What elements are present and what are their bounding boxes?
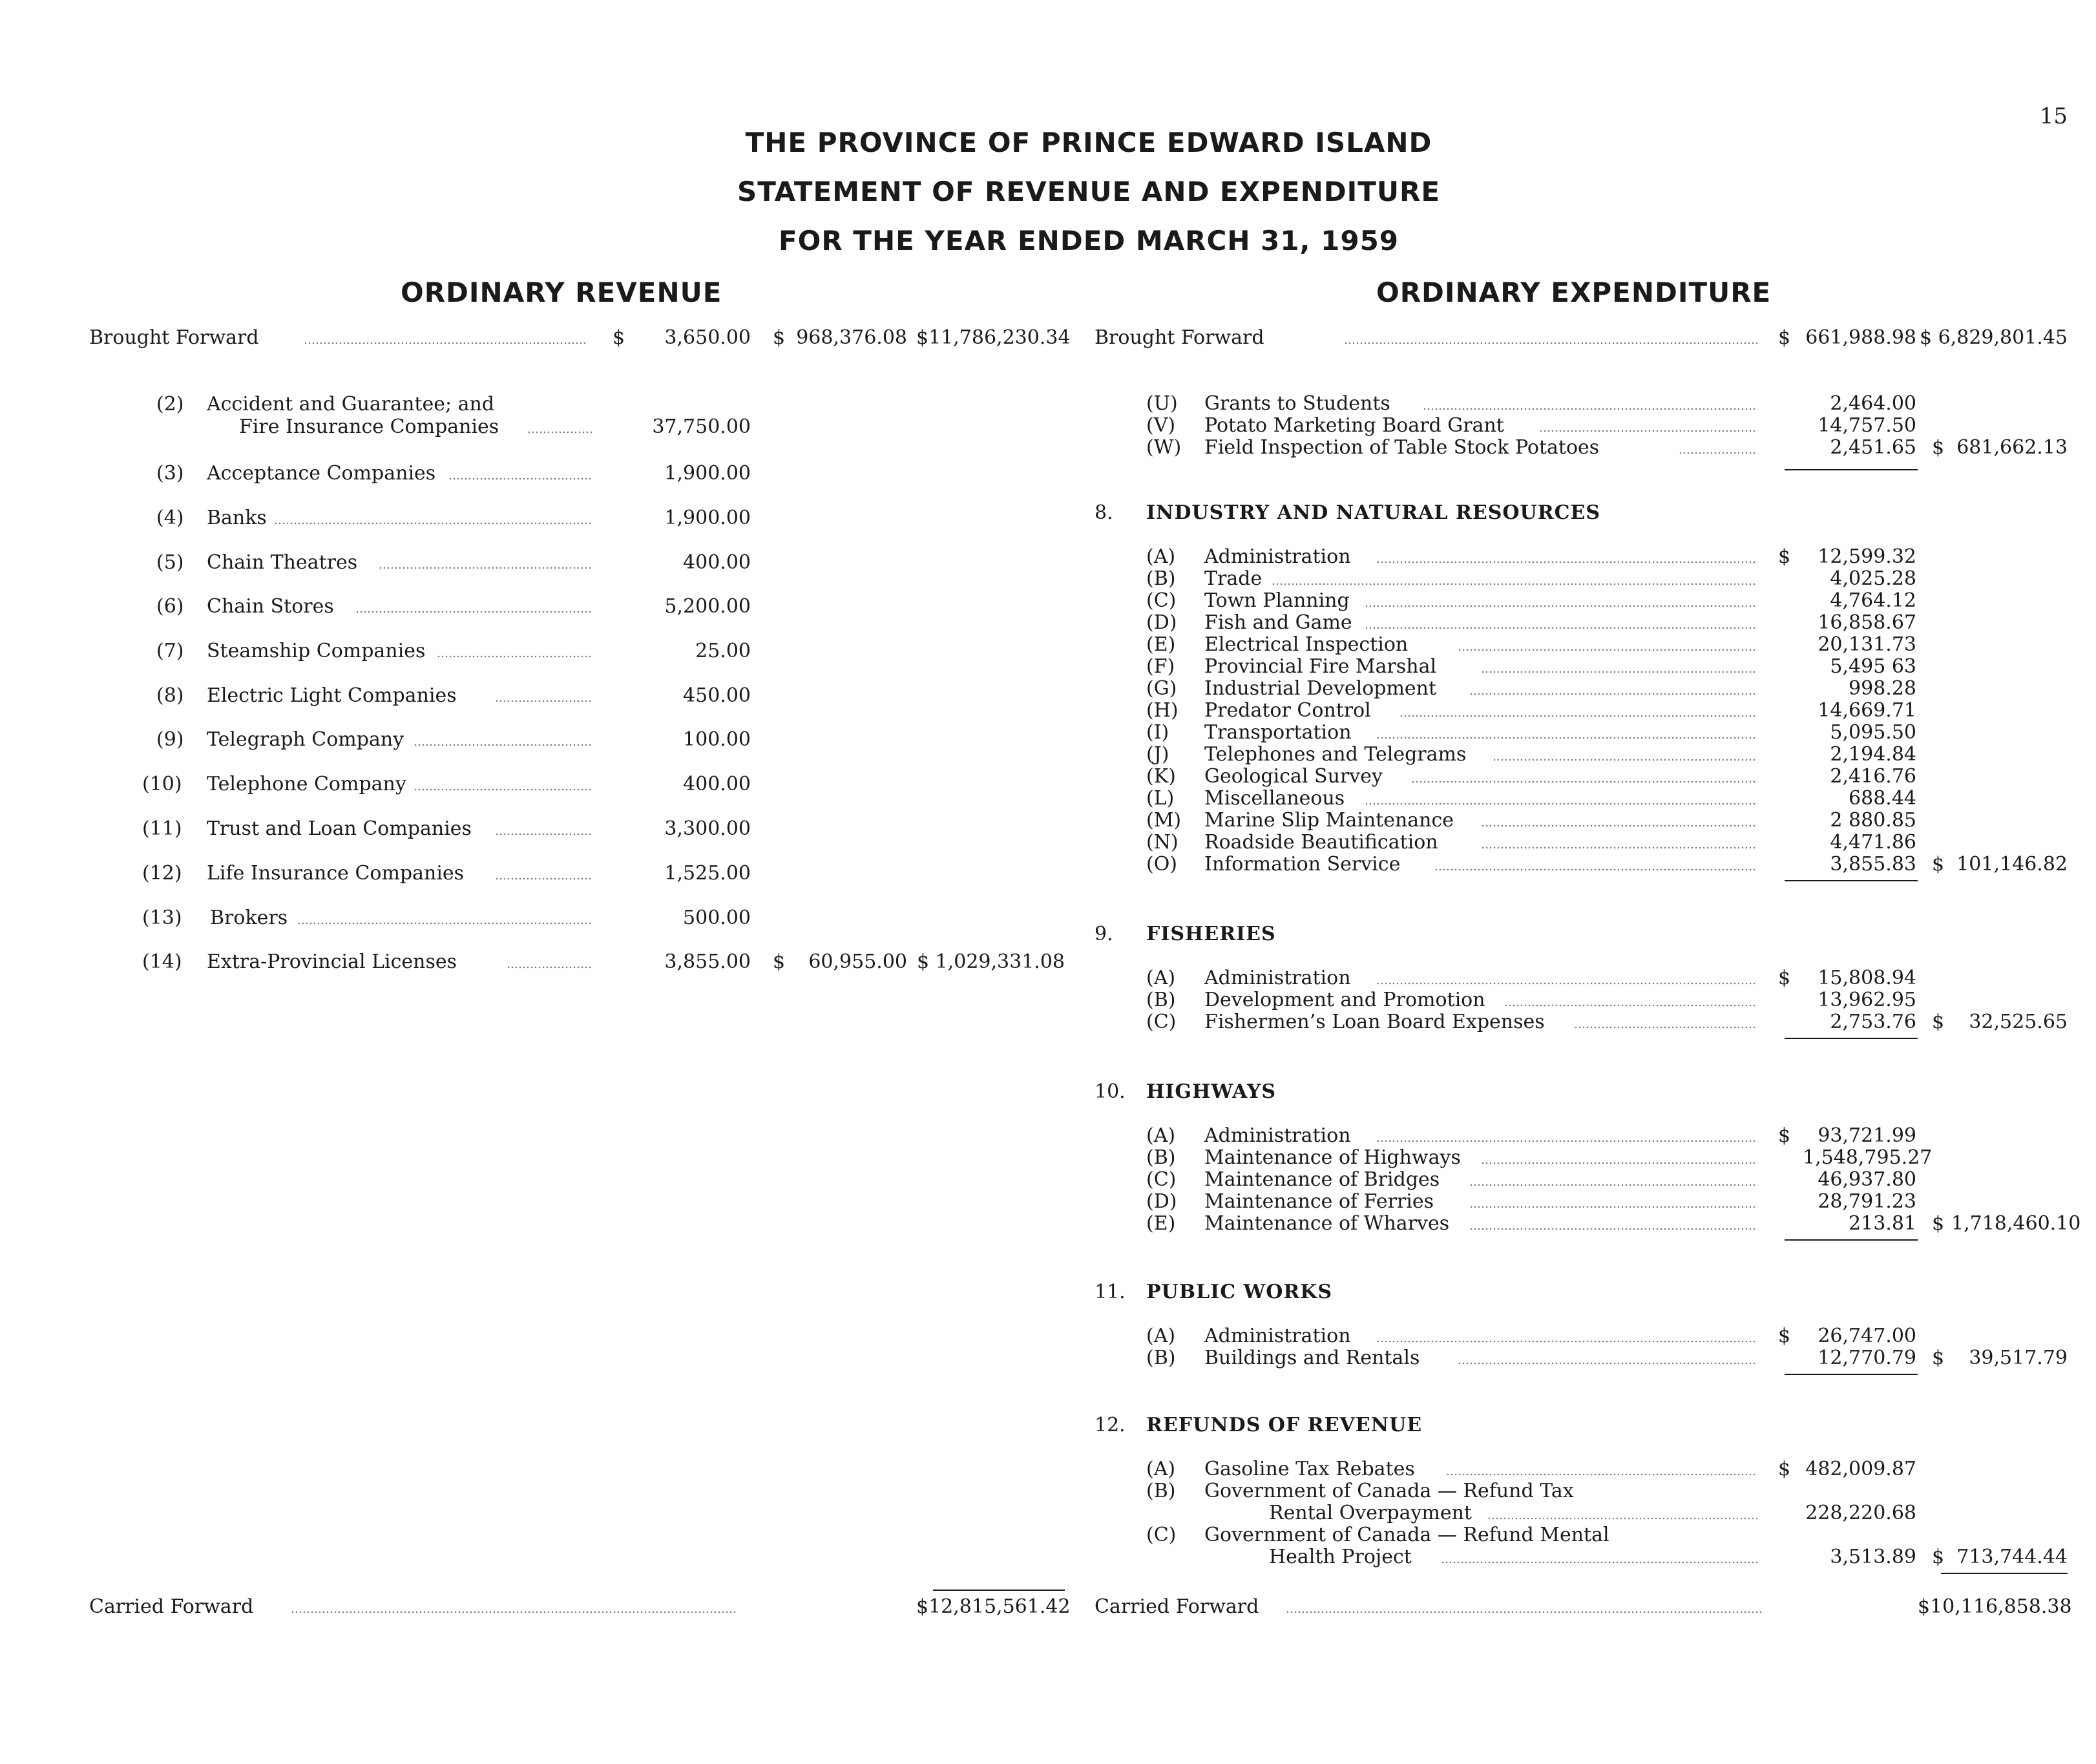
dot-leader (1423, 408, 1757, 410)
section-heading-row (0, 1281, 2096, 1304)
amount-cell: 2,464.00 (1830, 392, 1916, 415)
dot-leader (1376, 1340, 1757, 1343)
amount-cell: 14,669.71 (1818, 699, 1916, 722)
dot-leader (1469, 1206, 1757, 1208)
dot-leader (1481, 824, 1757, 827)
expenditure-line-item (0, 765, 2096, 788)
item-number: (12) (142, 862, 182, 885)
expenditure-line-item (0, 1190, 2096, 1213)
expenditure-line-item (0, 721, 2096, 744)
item-letter: (E) (1146, 633, 1176, 656)
amount-cell: 5,495 63 (1830, 655, 1916, 678)
item-number: (10) (142, 773, 182, 795)
item-label: Provincial Fire Marshal (1204, 655, 1437, 678)
section-number: 12. (1095, 1414, 1126, 1436)
item-letter: (B) (1146, 1146, 1176, 1169)
currency-symbol: $ (1778, 1124, 1791, 1147)
currency-symbol: $ (1778, 1325, 1791, 1347)
dot-leader (1458, 649, 1757, 651)
amount-cell: 1,900.00 (664, 507, 751, 529)
expenditure-line-item (0, 545, 2096, 569)
dot-leader (1539, 430, 1757, 432)
dot-leader (1574, 1026, 1757, 1029)
expenditure-carried-forward-row (0, 1595, 2096, 1619)
item-letter: (M) (1146, 809, 1182, 832)
dot-leader (1286, 1611, 1764, 1613)
dot-leader (1344, 342, 1757, 344)
expenditure-line-item (0, 1524, 2096, 1547)
amount-cell: 2,753.76 (1830, 1011, 1916, 1033)
total-rule (933, 1590, 1065, 1591)
item-label: Industrial Development (1204, 677, 1437, 700)
item-label: Trust and Loan Companies (207, 817, 472, 840)
item-letter: (A) (1146, 1458, 1176, 1480)
item-label: Administration (1204, 967, 1351, 989)
item-label: Chain Theatres (207, 551, 358, 574)
item-letter: (D) (1146, 611, 1177, 634)
item-letter: (C) (1146, 1524, 1177, 1546)
expenditure-line-item (0, 1124, 2096, 1148)
expenditure-line-item (0, 1146, 2096, 1170)
item-letter: (V) (1146, 414, 1176, 437)
item-label: Banks (207, 507, 267, 529)
item-label: Extra-Provincial Licenses (207, 950, 457, 973)
total-cell: 681,662.13 (1956, 436, 2068, 459)
dot-leader (1376, 1140, 1757, 1142)
item-letter: (B) (1146, 1347, 1176, 1369)
item-letter: (H) (1146, 699, 1179, 722)
amount-cell: 2,416.76 (1830, 765, 1916, 788)
dot-leader (448, 478, 593, 480)
item-letter: (W) (1146, 436, 1182, 459)
amount-cell: 26,747.00 (1818, 1325, 1916, 1347)
dot-leader (1411, 781, 1757, 783)
item-label: Chain Stores (207, 595, 334, 618)
item-label: Field Inspection of Table Stock Potatoes (1204, 436, 1600, 459)
amount-cell: 13,962.95 (1818, 989, 1916, 1011)
expenditure-line-item (0, 809, 2096, 832)
item-number: (14) (142, 950, 182, 973)
expenditure-line-item (0, 1347, 2096, 1370)
item-label: Marine Slip Maintenance (1204, 809, 1454, 832)
amount-cell: 4,764.12 (1830, 589, 1916, 612)
item-number: (9) (156, 728, 184, 751)
item-label: Town Planning (1204, 589, 1350, 612)
amount-cell: 5,095.50 (1830, 721, 1916, 744)
expenditure-line-item (0, 677, 2096, 700)
amount-cell: 450.00 (683, 684, 751, 707)
total-rule (1785, 880, 1918, 881)
item-letter: (A) (1146, 545, 1176, 568)
expenditure-line-item (0, 589, 2096, 613)
dot-leader (1469, 693, 1757, 695)
expenditure-line-item (0, 611, 2096, 635)
item-letter: (B) (1146, 1480, 1176, 1502)
amount-cell: 16,858.67 (1818, 611, 1916, 634)
title-line: THE PROVINCE OF PRINCE EDWARD ISLAND (745, 127, 1432, 158)
expenditure-line-item (0, 831, 2096, 854)
expenditure-line-item (0, 436, 2096, 459)
item-label: Electrical Inspection (1204, 633, 1409, 656)
dot-leader (1458, 1362, 1757, 1365)
expenditure-brought-forward-row (0, 326, 2096, 350)
section-title: INDUSTRY AND NATURAL RESOURCES (1146, 501, 1601, 524)
expenditure-heading: ORDINARY EXPENDITURE (1376, 277, 1772, 308)
item-label: Miscellaneous (1204, 787, 1345, 810)
item-letter: (G) (1146, 677, 1177, 700)
expenditure-line-item (0, 1458, 2096, 1481)
expenditure-line-item (0, 1011, 2096, 1034)
item-label: Telegraph Company (207, 728, 404, 751)
item-letter: (J) (1146, 743, 1169, 766)
dot-leader (1487, 1517, 1757, 1520)
currency-symbol: $ (613, 326, 625, 349)
currency-symbol: $ (773, 326, 786, 349)
currency-symbol: $ (1778, 326, 1791, 349)
total-cell: $10,116,858.38 (1918, 1595, 2072, 1618)
total-cell: $ 6,829,801.45 (1919, 326, 2068, 349)
amount-cell: 661,988.98 (1805, 326, 1916, 349)
brought-forward-label: Brought Forward (1095, 326, 1264, 349)
expenditure-line-item (0, 699, 2096, 722)
total-rule (1785, 1239, 1918, 1241)
total-cell: $ 1,029,331.08 (916, 950, 1065, 973)
total-cell: $12,815,561.42 (916, 1595, 1071, 1618)
dot-leader (1481, 671, 1757, 673)
item-label: Roadside Beautification (1204, 831, 1438, 854)
amount-cell: 15,808.94 (1818, 967, 1916, 989)
expenditure-line-item (0, 787, 2096, 810)
item-label: Maintenance of Wharves (1204, 1212, 1450, 1235)
section-total: 32,525.65 (1969, 1011, 2068, 1033)
item-label: Transportation (1204, 721, 1352, 744)
item-letter: (A) (1146, 1124, 1176, 1147)
expenditure-line-item (0, 1212, 2096, 1235)
dot-leader (1376, 737, 1757, 739)
item-letter: (B) (1146, 989, 1176, 1011)
expenditure-line-item (0, 392, 2096, 415)
amount-cell: 12,599.32 (1818, 545, 1916, 568)
item-number: (3) (156, 462, 184, 485)
dot-leader (1446, 1473, 1757, 1476)
item-label: Accident and Guarantee; and (207, 393, 495, 415)
item-label: Predator Control (1204, 699, 1371, 722)
section-total: 39,517.79 (1969, 1347, 2068, 1369)
item-label: Electric Light Companies (207, 684, 457, 707)
title-line: STATEMENT OF REVENUE AND EXPENDITURE (737, 176, 1441, 207)
amount-cell: 500.00 (683, 907, 751, 929)
amount-cell: 400.00 (683, 773, 751, 795)
item-label: Rental Overpayment (1269, 1502, 1472, 1524)
amount-cell: 3,513.89 (1830, 1546, 1916, 1568)
item-number: (2) (156, 393, 184, 415)
total-rule (1941, 1573, 2068, 1574)
section-heading-row (0, 501, 2096, 525)
currency-symbol: $ (1932, 1546, 1945, 1568)
section-title: PUBLIC WORKS (1146, 1281, 1333, 1303)
amount-cell: 3,650.00 (664, 326, 751, 349)
dot-leader (1399, 715, 1757, 717)
item-label: Geological Survey (1204, 765, 1383, 788)
dot-leader (1365, 605, 1757, 607)
item-label: Grants to Students (1204, 392, 1390, 415)
amount-cell: 213.81 (1849, 1212, 1916, 1235)
item-label: Trade (1204, 567, 1263, 590)
expenditure-line-item (0, 567, 2096, 591)
section-heading-row (0, 1414, 2096, 1437)
dot-leader (1434, 868, 1757, 871)
amount-cell: 100.00 (683, 728, 751, 751)
currency-symbol: $ (1778, 1458, 1791, 1480)
amount-cell: 1,548,795.27 (1803, 1146, 1933, 1169)
title-line: FOR THE YEAR ENDED MARCH 31, 1959 (778, 225, 1399, 257)
expenditure-line-item (0, 989, 2096, 1012)
expenditure-line-item-continued (0, 1502, 2096, 1525)
item-letter: (U) (1146, 392, 1178, 415)
amount-cell: 3,300.00 (664, 817, 751, 840)
amount-cell: 400.00 (683, 551, 751, 574)
item-letter: (O) (1146, 853, 1178, 876)
item-letter: (B) (1146, 567, 1176, 590)
item-label: Fire Insurance Companies (239, 415, 499, 438)
amount-cell: 93,721.99 (1818, 1124, 1916, 1147)
dot-leader (1365, 803, 1757, 805)
currency-symbol: $ (1932, 1347, 1945, 1369)
amount-cell: 968,376.08 (796, 326, 907, 349)
expenditure-line-item (0, 853, 2096, 876)
amount-cell: 12,770.79 (1818, 1347, 1916, 1369)
expenditure-line-item-continued (0, 1546, 2096, 1569)
item-label: Fishermen’s Loan Board Expenses (1204, 1011, 1545, 1033)
item-label: Maintenance of Highways (1204, 1146, 1461, 1169)
total-cell: $11,786,230.34 (916, 326, 1071, 349)
dot-leader (1376, 982, 1757, 985)
expenditure-line-item (0, 655, 2096, 678)
dot-leader (1469, 1184, 1757, 1186)
amount-cell: 1,525.00 (664, 862, 751, 885)
item-label: Buildings and Rentals (1204, 1347, 1420, 1369)
item-label: Maintenance of Ferries (1204, 1190, 1434, 1213)
currency-symbol: $ (1932, 1212, 1945, 1235)
dot-leader (1376, 561, 1757, 563)
currency-symbol: $ (1932, 436, 1945, 459)
dot-leader (1504, 1004, 1757, 1007)
amount-cell: 3,855.00 (664, 950, 751, 973)
item-label: Government of Canada — Refund Tax (1204, 1480, 1574, 1502)
currency-symbol: $ (1778, 545, 1791, 568)
item-number: (6) (156, 595, 184, 618)
item-label: Health Project (1269, 1546, 1412, 1568)
dot-leader (1441, 1561, 1757, 1564)
item-label: Administration (1204, 1325, 1351, 1347)
item-letter: (A) (1146, 967, 1176, 989)
amount-cell: 25.00 (695, 640, 751, 662)
dot-leader (1481, 1162, 1757, 1164)
section-total: 101,146.82 (1956, 853, 2068, 876)
revenue-heading: ORDINARY REVENUE (401, 277, 722, 308)
amount-cell: 4,471.86 (1830, 831, 1916, 854)
item-number: (5) (156, 551, 184, 574)
expenditure-line-item (0, 743, 2096, 766)
amount-cell: 60,955.00 (808, 950, 907, 973)
section-total: 1,718,460.10 (1951, 1212, 2081, 1235)
item-label: Development and Promotion (1204, 989, 1485, 1011)
section-total: 713,744.44 (1956, 1546, 2068, 1568)
amount-cell: 4,025.28 (1830, 567, 1916, 590)
amount-cell: 998.28 (1849, 677, 1916, 700)
section-number: 11. (1095, 1281, 1126, 1303)
item-label: Potato Marketing Board Grant (1204, 414, 1504, 437)
amount-cell: 28,791.23 (1818, 1190, 1916, 1213)
total-rule (1785, 1038, 1918, 1039)
item-number: (4) (156, 507, 184, 529)
item-number: (13) (142, 907, 182, 929)
expenditure-line-item (0, 1168, 2096, 1192)
item-label: Telephones and Telegrams (1204, 743, 1467, 766)
amount-cell: 228,220.68 (1805, 1502, 1916, 1524)
item-letter: (A) (1146, 1325, 1176, 1347)
item-letter: (C) (1146, 589, 1177, 612)
section-title: FISHERIES (1146, 923, 1276, 945)
item-label: Brokers (210, 907, 288, 929)
amount-cell: 3,855.83 (1830, 853, 1916, 876)
expenditure-line-item (0, 1480, 2096, 1503)
dot-leader (1679, 452, 1757, 454)
item-letter: (C) (1146, 1168, 1177, 1191)
amount-cell: 5,200.00 (664, 595, 751, 618)
item-number: (7) (156, 640, 184, 662)
item-label: Gasoline Tax Rebates (1204, 1458, 1415, 1480)
item-letter: (K) (1146, 765, 1176, 788)
expenditure-line-item (0, 414, 2096, 437)
carried-forward-label: Carried Forward (89, 1595, 254, 1618)
dot-leader (1481, 846, 1757, 849)
currency-symbol: $ (1932, 1011, 1945, 1033)
amount-cell: 2 880.85 (1830, 809, 1916, 832)
item-label: Maintenance of Bridges (1204, 1168, 1440, 1191)
item-letter: (F) (1146, 655, 1175, 678)
item-label: Administration (1204, 1124, 1351, 1147)
item-letter: (E) (1146, 1212, 1176, 1235)
item-letter: (N) (1146, 831, 1179, 854)
total-rule (1785, 1374, 1918, 1375)
dot-leader (1365, 627, 1757, 629)
section-heading-row (0, 1080, 2096, 1104)
item-label: Life Insurance Companies (207, 862, 465, 885)
item-letter: (D) (1146, 1190, 1177, 1213)
section-number: 10. (1095, 1080, 1126, 1103)
carried-forward-label: Carried Forward (1095, 1595, 1259, 1618)
dot-leader (1272, 583, 1757, 585)
currency-symbol: $ (773, 950, 786, 973)
section-number: 9. (1095, 923, 1113, 945)
item-letter: (I) (1146, 721, 1169, 744)
item-label: Government of Canada — Refund Mental (1204, 1524, 1609, 1546)
revenue-line-item (0, 462, 2096, 485)
amount-cell: 37,750.00 (652, 415, 751, 438)
item-letter: (C) (1146, 1011, 1177, 1033)
item-label: Information Service (1204, 853, 1401, 876)
amount-cell: 1,900.00 (664, 462, 751, 485)
amount-cell: 2,451.65 (1830, 436, 1916, 459)
item-label: Telephone Company (207, 773, 406, 795)
currency-symbol: $ (1778, 967, 1791, 989)
section-heading-row (0, 923, 2096, 946)
dot-leader (1469, 1228, 1757, 1230)
expenditure-line-item (0, 1325, 2096, 1348)
amount-cell: 2,194.84 (1830, 743, 1916, 766)
amount-cell: 482,009.87 (1805, 1458, 1916, 1480)
currency-symbol: $ (1932, 853, 1945, 876)
expenditure-line-item (0, 633, 2096, 656)
expenditure-line-item (0, 967, 2096, 990)
dot-leader (1493, 759, 1757, 761)
dot-leader (495, 877, 593, 880)
item-number: (11) (142, 817, 182, 840)
item-label: Acceptance Companies (207, 462, 436, 485)
item-label: Administration (1204, 545, 1351, 568)
amount-cell: 46,937.80 (1818, 1168, 1916, 1191)
item-label: Fish and Game (1204, 611, 1352, 634)
page-number: 15 (2039, 103, 2068, 129)
amount-cell: 14,757.50 (1818, 414, 1916, 437)
section-title: REFUNDS OF REVENUE (1146, 1414, 1423, 1436)
section-title: HIGHWAYS (1146, 1080, 1276, 1103)
amount-cell: 20,131.73 (1818, 633, 1916, 656)
item-number: (8) (156, 684, 184, 707)
item-label: Steamship Companies (207, 640, 426, 662)
section-number: 8. (1095, 501, 1113, 524)
brought-forward-label: Brought Forward (89, 326, 259, 349)
total-rule (1785, 469, 1918, 470)
item-letter: (L) (1146, 787, 1175, 810)
amount-cell: 688.44 (1849, 787, 1916, 810)
